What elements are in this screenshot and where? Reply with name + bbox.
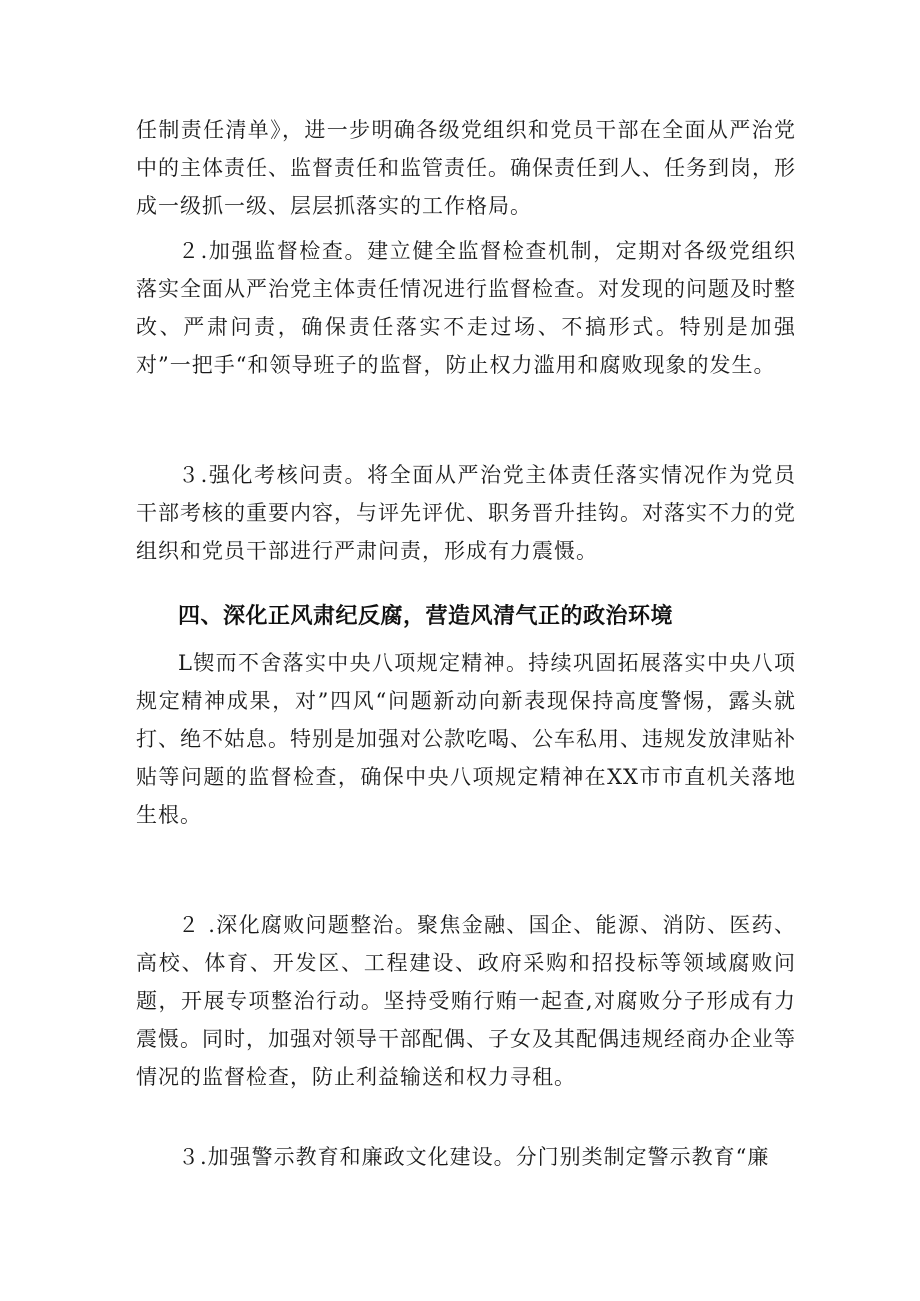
paragraph-eight-point-regulations: L锲而不舍落实中央八项规定精神。持续巩固拓展落实中央八项规定精神成果，对”四风“问题新动向新表现保持高度警惕，露头就打、绝不姑息。特别是加强对公款吃喝、公车私用、违规发放津贴补贴等问题的监督检查，确保中央八项规定精神在XX市市直机关落地生根。	[136, 651, 796, 827]
section-heading: 四、深化正风肃纪反腐，营造风清气正的政治环境	[178, 604, 674, 629]
paragraph-supervision-inspection: ２.加强监督检查。建立健全监督检查机制，定期对各级党组织落实全面从严治党主体责任情况进行监督检查。对发现的问题及时整改、严肃问责，确保责任落实不走过场、不搞形式。特别是加强对”一把手“和领导班子的监督，防止权力滥用和腐败现象的发生。	[136, 239, 796, 377]
paragraph-corruption-rectification: ２ .深化腐败问题整治。聚焦金融、国企、能源、消防、医药、高校、体育、开发区、工程建设、政府采购和招投标等领域腐败问题，开展专项整治行动。坚持受贿行贿一起查,对腐败分子形成有力震慑。同时，加强对领导干部配偶、子女及其配偶违规经商办企业等情况的监督检查，防止利益输送和权力寻租。	[136, 913, 796, 1089]
paragraph-warning-education: ３.加强警示教育和廉政文化建设。分门别类制定警示教育“廉	[178, 1145, 770, 1169]
paragraph-assessment-accountability: ３.强化考核问责。将全面从严治党主体责任落实情况作为党员干部考核的重要内容，与评先评优、职务晋升挂钩。对落实不力的党组织和党员干部进行严肃问责，形成有力震慑。	[136, 463, 796, 563]
paragraph-responsibility-list: 任制责任清单》，进一步明确各级党组织和党员干部在全面从严治党中的主体责任、监督责任和监管责任。确保责任到人、任务到岗，形成一级抓一级、层层抓落实的工作格局。	[136, 118, 796, 218]
